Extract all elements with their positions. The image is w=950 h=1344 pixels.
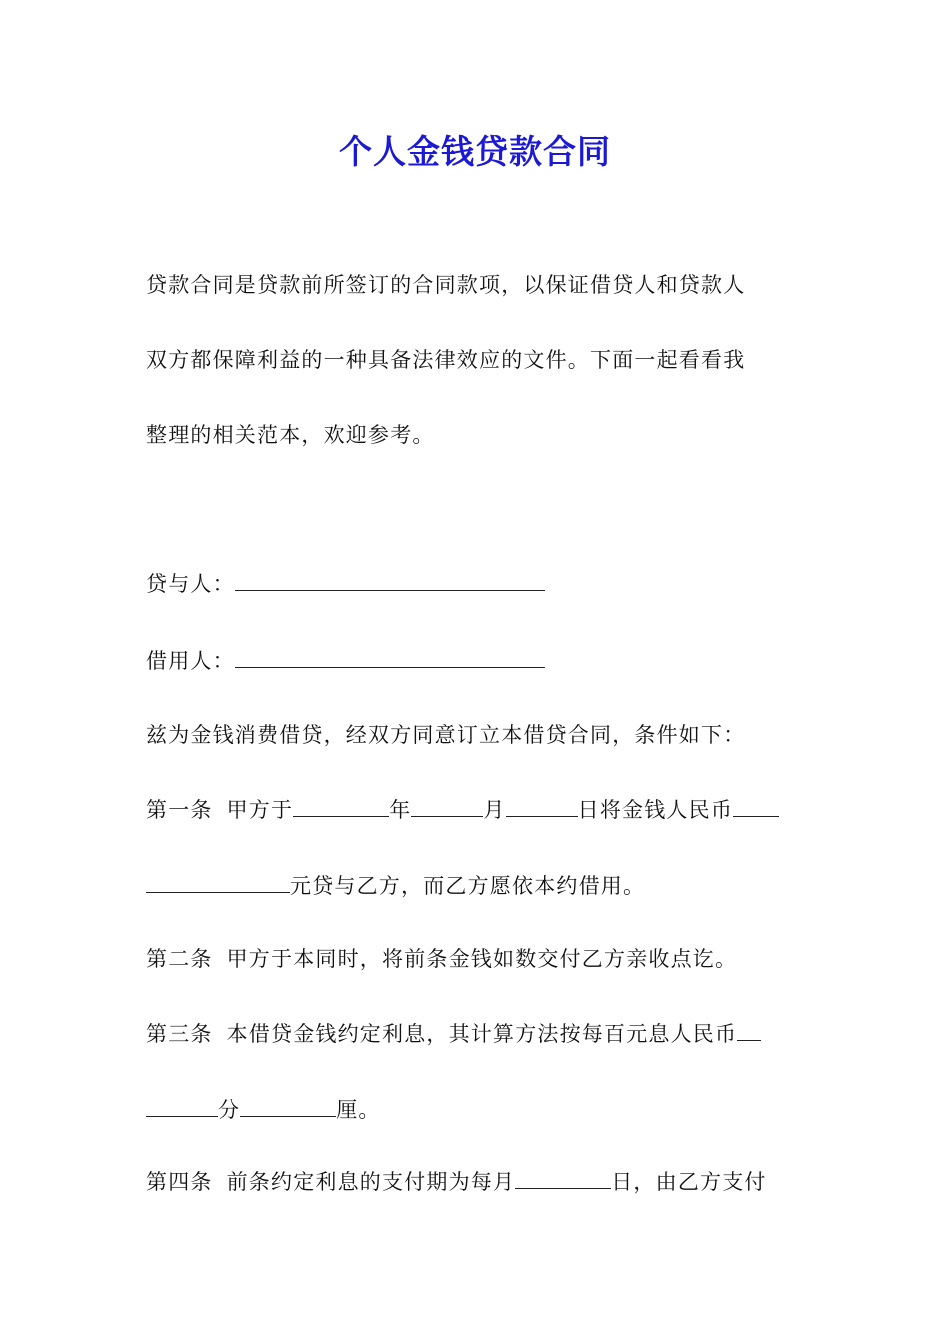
intro-line-3: 整理的相关范本，欢迎参考。: [146, 423, 435, 447]
article-1-text-c: 月: [483, 798, 506, 822]
article-4-day-blank[interactable]: [515, 1166, 611, 1189]
borrower-line: [146, 645, 816, 676]
article-1-year-blank[interactable]: [293, 794, 389, 817]
article-1-line-2: [146, 870, 816, 901]
lender-label: 贷与人：: [146, 572, 235, 596]
article-1-amount-blank-start[interactable]: [733, 794, 779, 817]
article-3-number: 第三条: [146, 1022, 213, 1046]
article-3-rate-blank-start[interactable]: [737, 1018, 761, 1041]
article-3-text-c: 厘。: [336, 1098, 381, 1122]
article-1-day-blank[interactable]: [506, 794, 578, 817]
article-1-text-e: 元贷与乙方，而乙方愿依本约借用。: [290, 874, 646, 898]
article-1-amount-blank-end[interactable]: [146, 870, 290, 893]
lender-blank[interactable]: [235, 568, 545, 591]
article-1-number: 第一条: [146, 798, 213, 822]
article-3-line-1: [146, 1018, 816, 1049]
borrower-blank[interactable]: [235, 645, 545, 668]
article-4-number: 第四条: [146, 1170, 213, 1194]
article-2-number: 第二条: [146, 947, 213, 971]
article-2-text: 甲方于本同时，将前条金钱如数交付乙方亲收点讫。: [226, 947, 738, 971]
article-4-text-b: 日，由乙方支付: [611, 1170, 767, 1194]
article-1-text-a: 甲方于: [226, 798, 294, 822]
article-2: [146, 944, 816, 974]
article-3-line-2: [146, 1094, 816, 1125]
preamble: 兹为金钱消费借贷，经双方同意订立本借贷合同，条件如下：: [146, 723, 746, 747]
article-4-text-a: 前条约定利息的支付期为每月: [226, 1170, 516, 1194]
article-3-text-b: 分: [218, 1098, 241, 1122]
intro-line-1: 贷款合同是贷款前所签订的合同款项，以保证借贷人和贷款人: [146, 273, 746, 297]
article-4-line-1: [146, 1166, 816, 1197]
article-1-line-1: [146, 794, 816, 825]
article-1-month-blank[interactable]: [411, 794, 483, 817]
document-title: 个人金钱贷款合同: [339, 132, 611, 171]
article-3-li-blank[interactable]: [240, 1094, 336, 1117]
lender-line: [146, 568, 816, 599]
intro-line-2: 双方都保障利益的一种具备法律效应的文件。下面一起看看我: [146, 348, 746, 372]
article-1-text-b: 年: [389, 798, 412, 822]
article-3-rate-blank-end[interactable]: [146, 1094, 218, 1117]
article-1-text-d: 日将金钱人民币: [577, 798, 734, 822]
borrower-label: 借用人：: [146, 649, 235, 673]
article-3-text-a: 本借贷金钱约定利息，其计算方法按每百元息人民币: [226, 1022, 738, 1046]
